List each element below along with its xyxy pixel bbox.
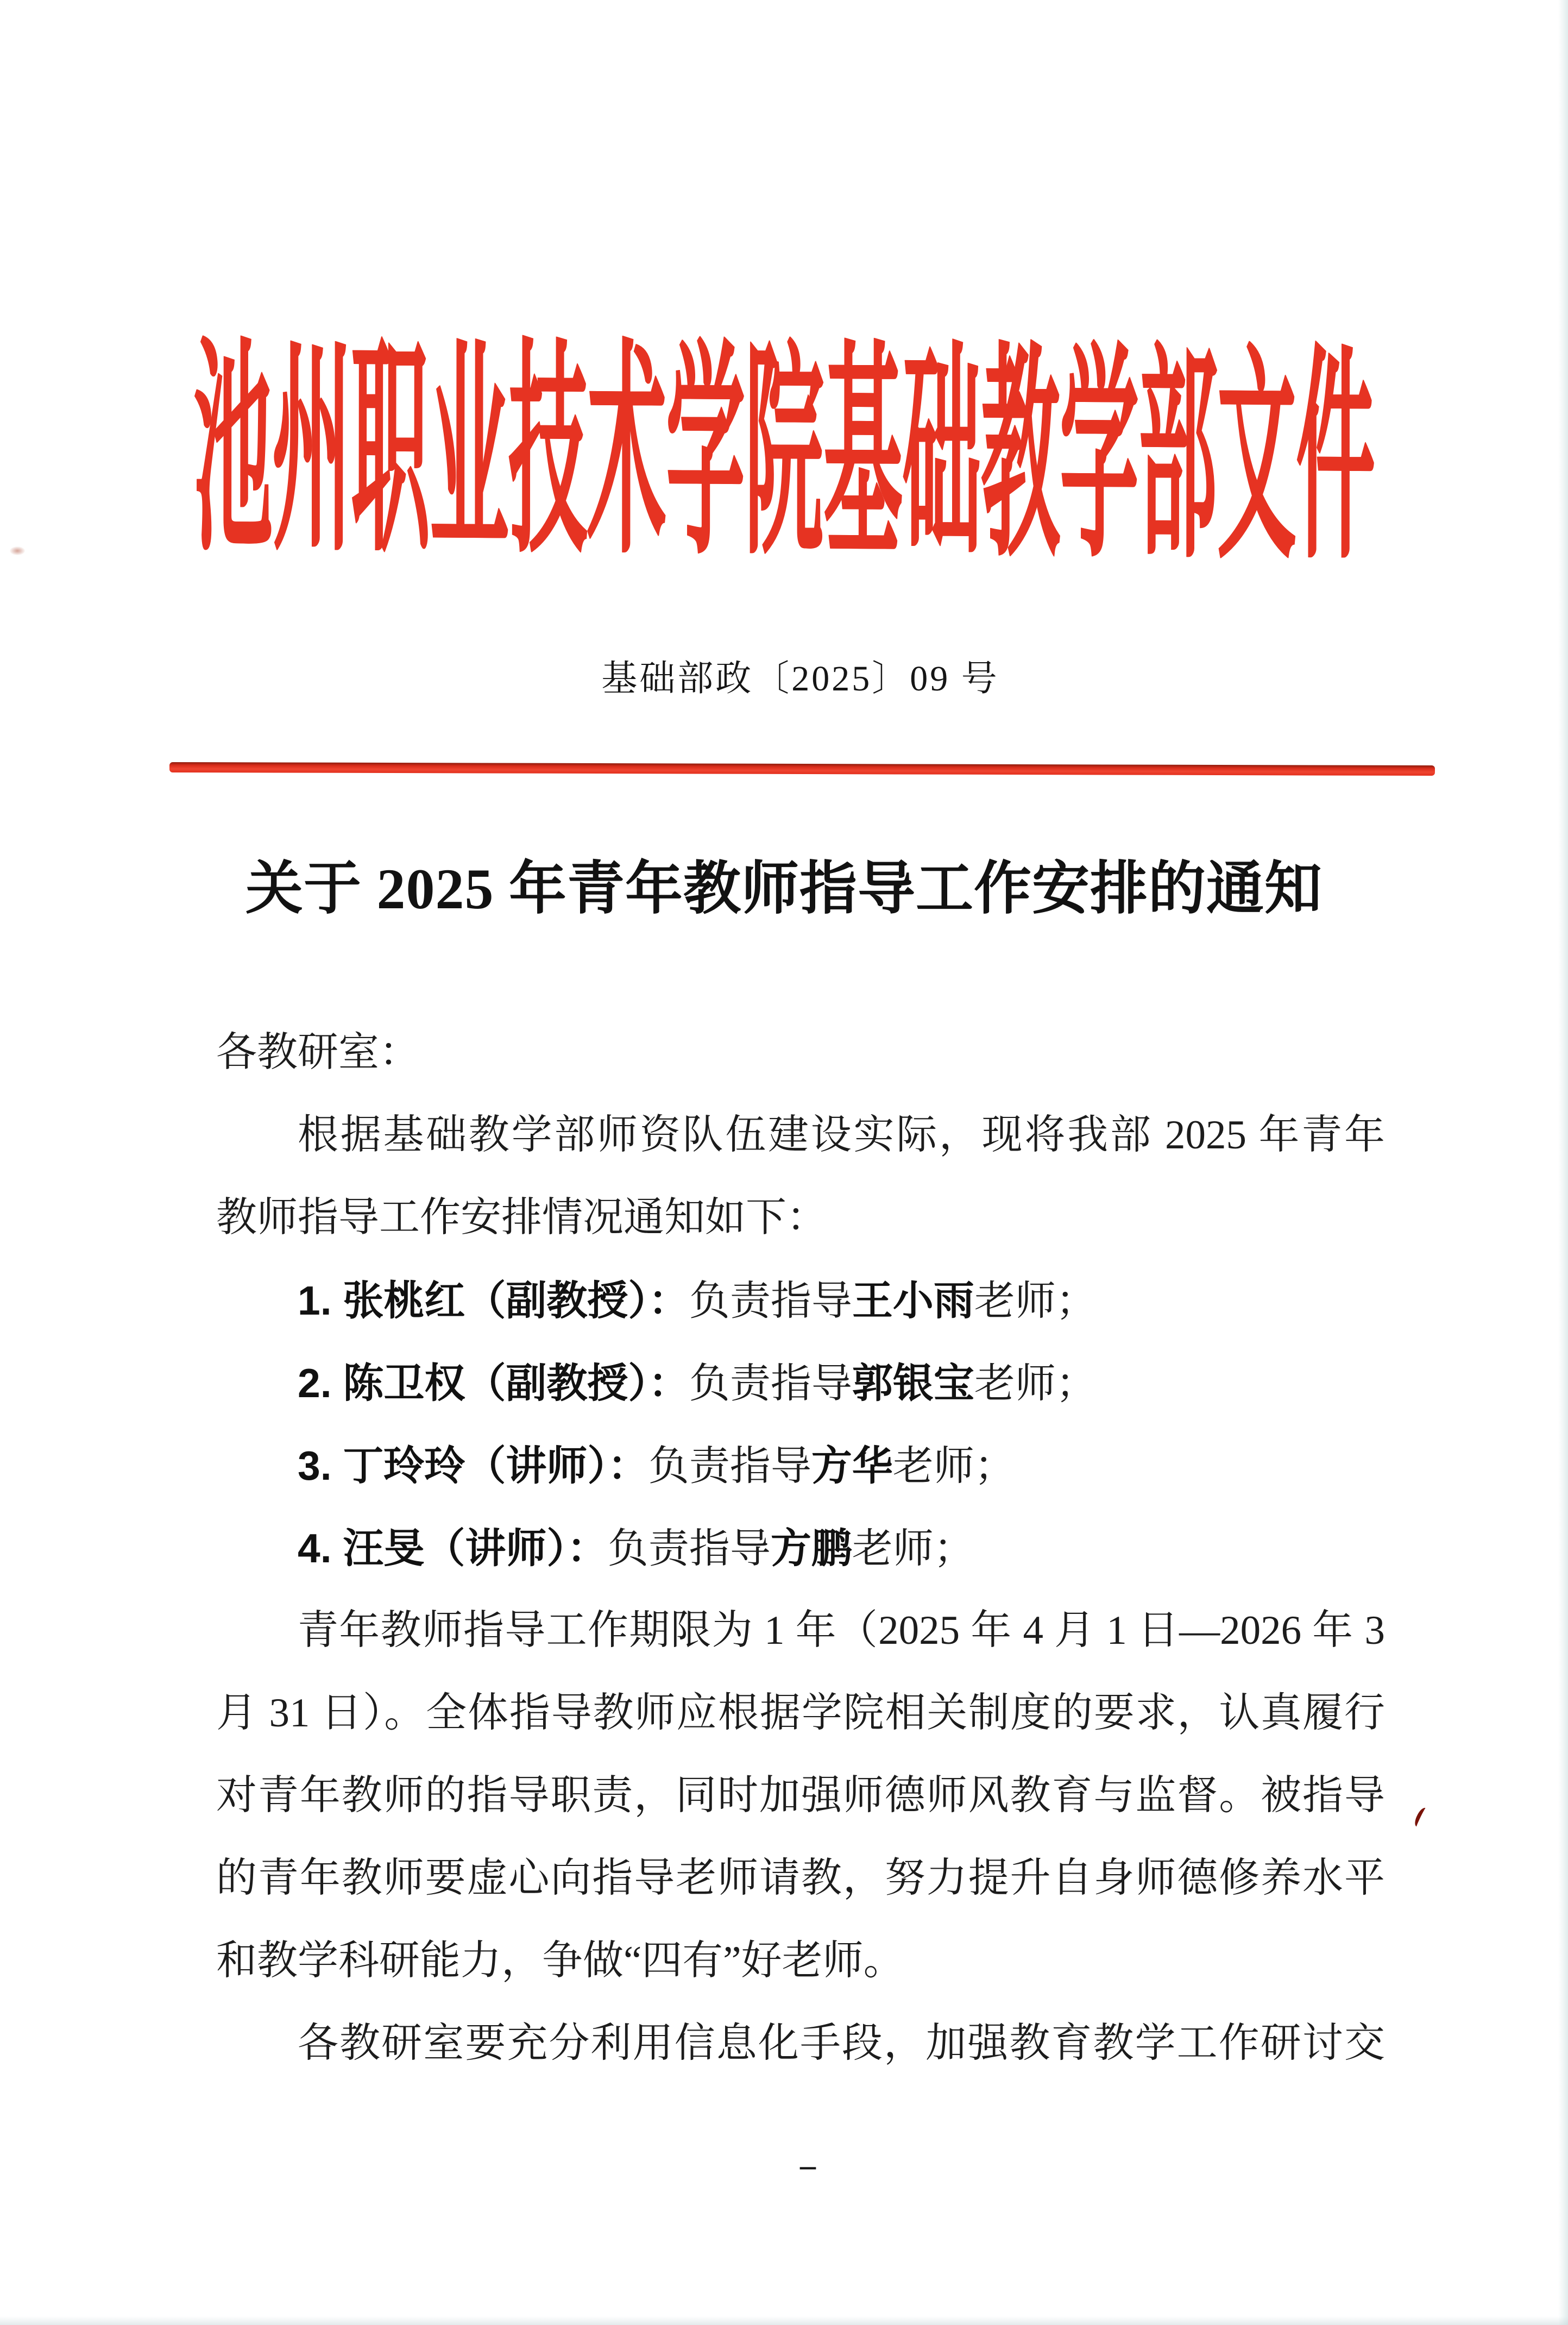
scan-artifact-tick [1413,1806,1433,1830]
body-line: 根据基础教学部师资队伍建设实际，现将我部 2025 年青年 [298,1113,1385,1158]
body-line: 青年教师指导工作期限为 1 年（2025 年 4 月 1 日—2026 年 3 [298,1608,1385,1653]
scan-edge-shadow [1558,0,1568,2325]
body-line: 的青年教师要虚心向指导老师请教，努力提升自身师德修养水平 [216,1856,1385,1901]
assignment-line [216,1342,1385,1424]
mentee-name: 王小雨 [852,1278,974,1323]
assignment-line [216,1507,1385,1589]
org-document-title: 池州职业技术学院基础教学部文件 [193,326,1375,587]
document-body [216,1011,1385,2085]
assignment-text: 负责指导 [689,1361,852,1406]
body-line: 月 31 日）。全体指导教师应根据学院相关制度的要求，认真履行 [216,1691,1385,1736]
body-line: 教师指导工作安排情况通知如下： [216,1195,828,1240]
mentor-name: 3. 丁玲玲（讲师）： [298,1443,648,1488]
assignment-text: 负责指导 [607,1526,771,1572]
page-number-mark: – [800,2147,816,2183]
body-line: 对青年教师的指导职责，同时加强师德师风教育与监督。被指导 [216,1773,1385,1818]
assignment-text: 负责指导 [648,1444,811,1489]
notice-title: 关于 2025 年青年教师指导工作安排的通知 [245,857,1323,921]
assignment-text: 老师； [892,1444,1015,1489]
red-separator-line [169,762,1435,776]
assignment-text: 老师； [974,1361,1097,1406]
mentor-name: 2. 陈卫权（副教授）： [298,1360,689,1406]
assignment-text: 老师； [852,1526,974,1572]
assignment-line [216,1424,1385,1507]
doc-number: 基础部政〔2025〕09 号 [601,659,999,699]
scan-edge-shadow [0,2316,1568,2325]
mentee-name: 方鹏 [770,1525,852,1571]
red-header-banner [0,323,1568,587]
assignment-line [216,1259,1385,1342]
mentee-name: 郭银宝 [852,1360,974,1406]
body-line: 和教学科研能力，争做“四有”好老师。 [216,1938,904,1983]
body-line: 各教研室要充分利用信息化手段，加强教育教学工作研讨交 [298,2021,1385,2066]
assignment-text: 负责指导 [689,1279,852,1324]
scan-artifact-dot [10,546,25,555]
salutation: 各教研室： [216,1030,420,1075]
mentor-name: 1. 张桃红（副教授）： [298,1278,689,1323]
assignment-text: 老师； [974,1279,1097,1324]
mentee-name: 方华 [811,1443,893,1488]
mentor-name: 4. 汪旻（讲师）： [298,1525,608,1571]
